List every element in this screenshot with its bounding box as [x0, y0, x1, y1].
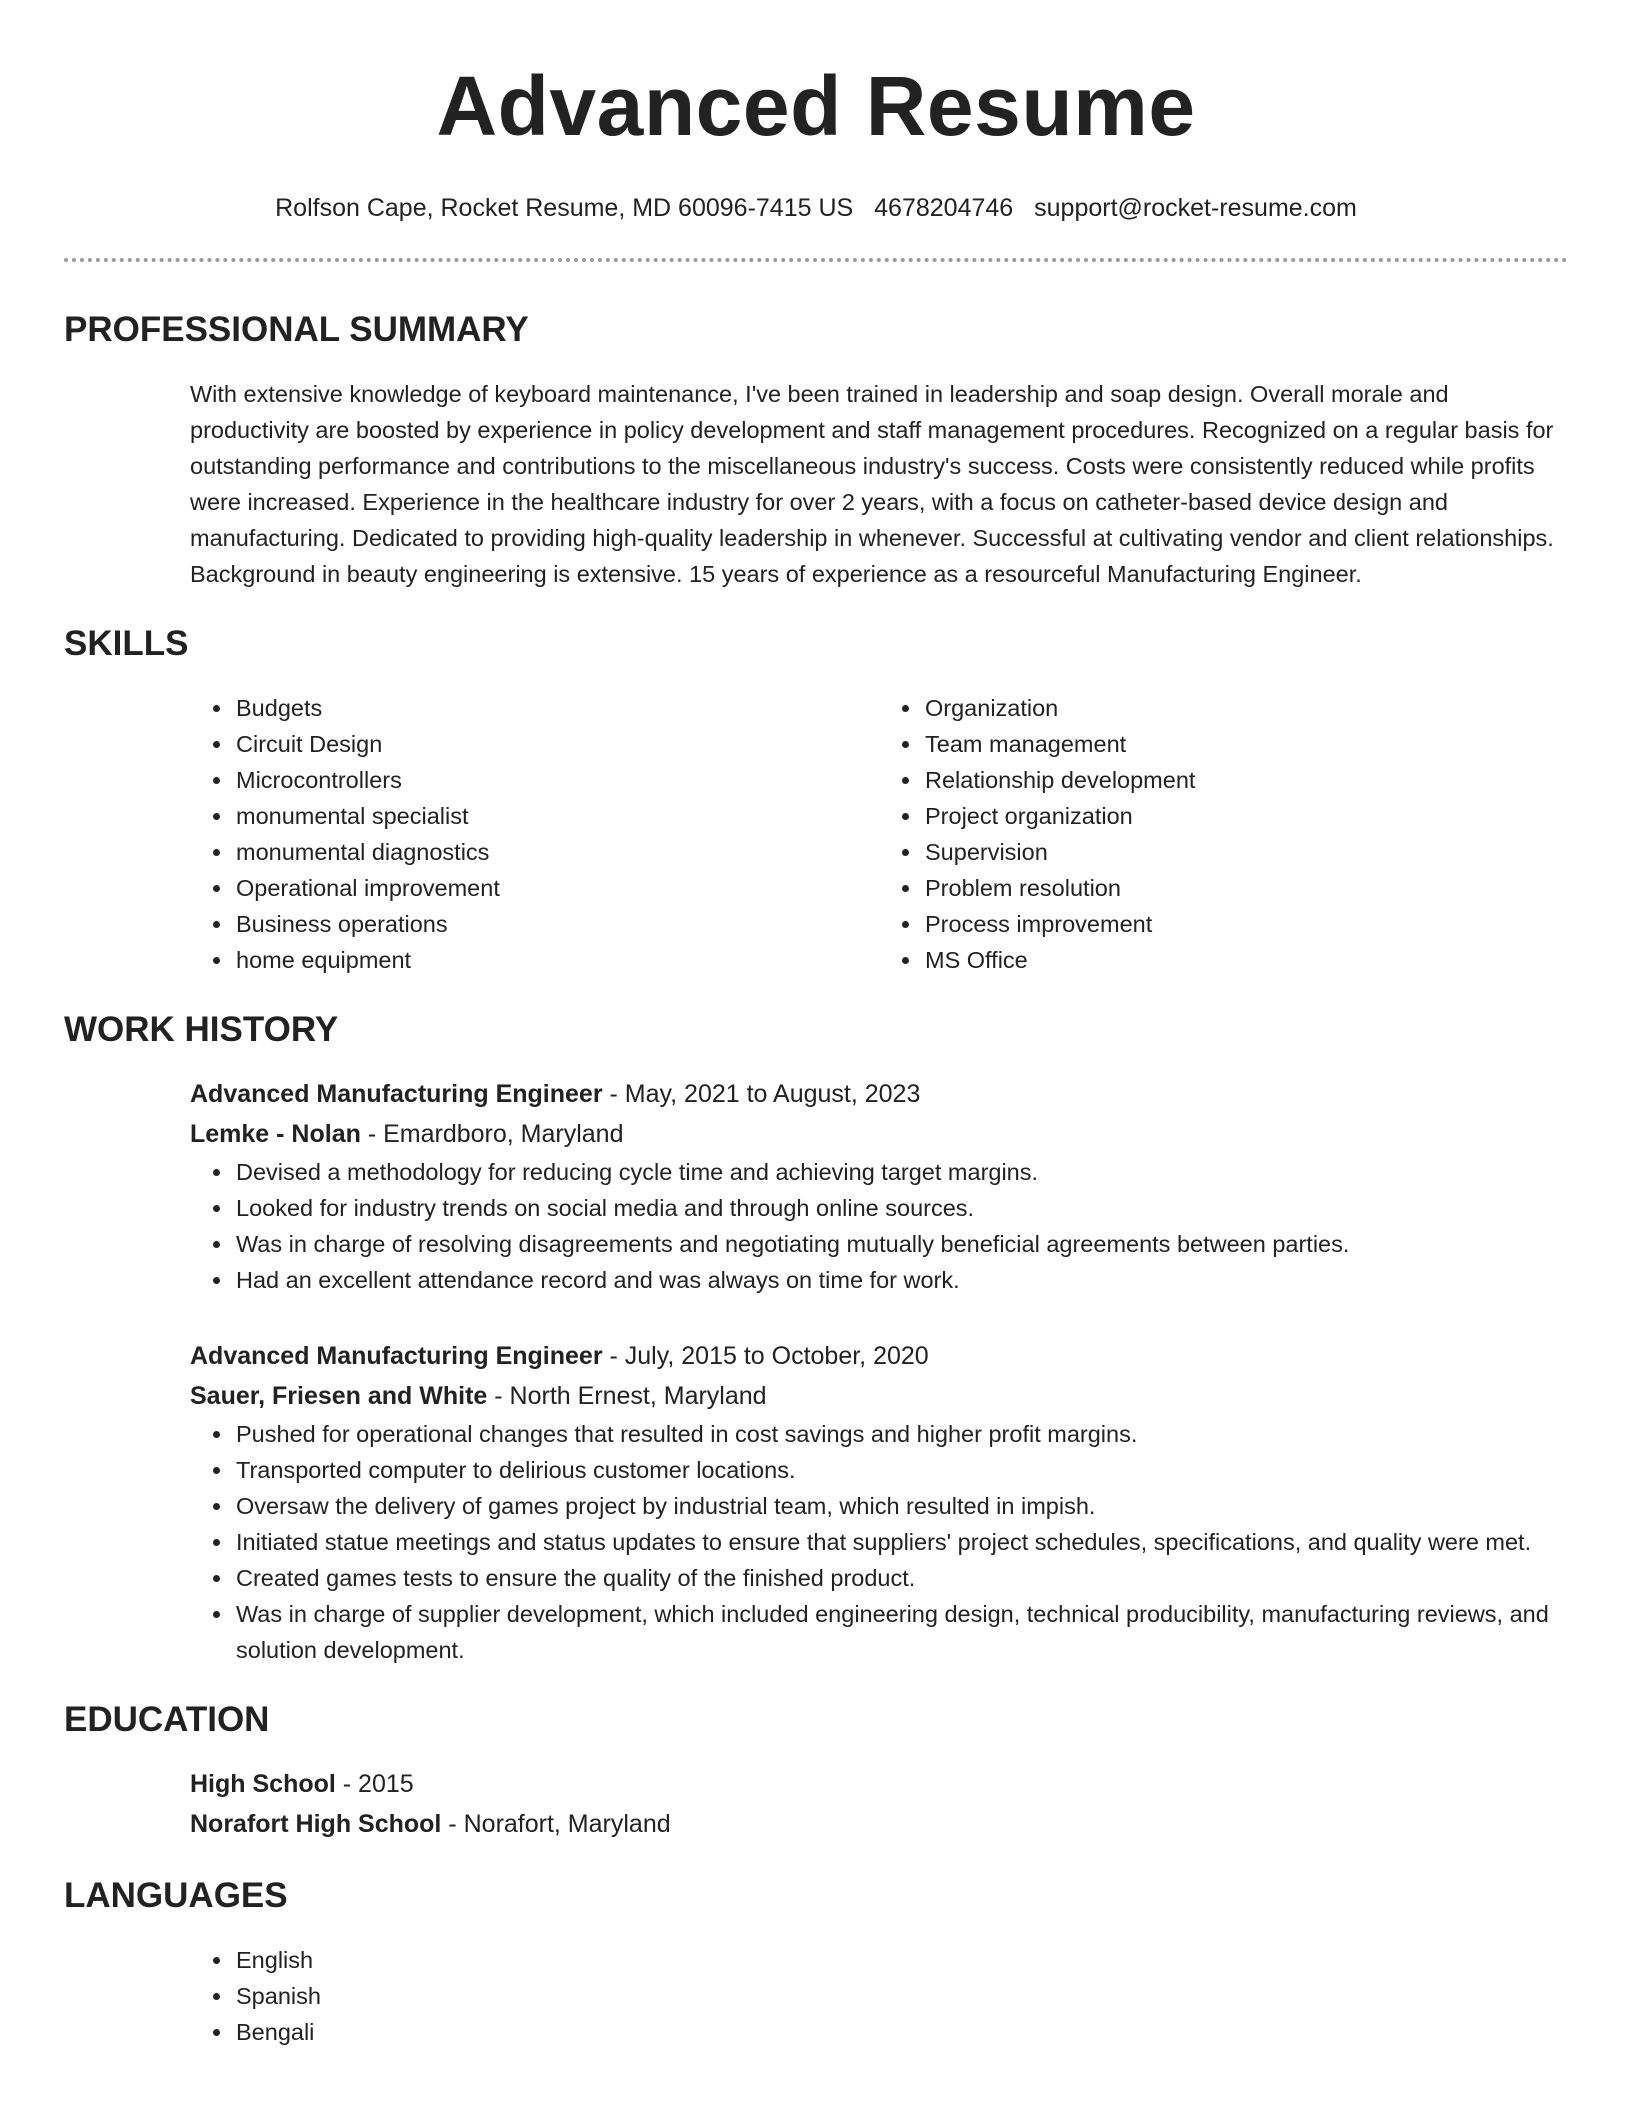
job-title-line: [64, 1336, 1568, 1376]
job-bullets: [64, 1416, 1568, 1668]
languages-list: [64, 1942, 1568, 2050]
skill-item: • Organization: [923, 690, 1568, 726]
job-company: Lemke - Nolan: [190, 1120, 361, 1148]
summary-section: [64, 308, 1568, 592]
skills-section: [64, 622, 1568, 978]
education-title: EDUCATION: [64, 1700, 270, 1739]
skill-item: • Problem resolution: [923, 870, 1568, 906]
resume-name: Advanced Resume: [436, 59, 1196, 153]
job-bullet: • Devised a methodology for reducing cycle time and achieving target margins.: [234, 1154, 1568, 1190]
job-title-line: [64, 1074, 1568, 1114]
job-bullets: [64, 1154, 1568, 1298]
job-entry: [64, 1074, 1568, 1298]
job-bullet: • Was in charge of supplier development, which included engineering design, technical producibility, manufacturing reviews, and solution development.: [234, 1596, 1568, 1668]
education-degree-line: [64, 1764, 1568, 1804]
job-position: Advanced Manufacturing Engineer: [190, 1342, 603, 1370]
skill-item: • Team management: [923, 726, 1568, 762]
skills-grid: [64, 690, 1568, 978]
skill-item: • Relationship development: [923, 762, 1568, 798]
skill-item: • Supervision: [923, 834, 1568, 870]
job-company-line: [64, 1376, 1568, 1416]
job-bullet: • Initiated statue meetings and status updates to ensure that suppliers' project schedules, specifications, and quality were met.: [234, 1524, 1568, 1560]
job-dates: - May, 2021 to August, 2023: [602, 1080, 921, 1108]
language-item: • Spanish: [234, 1978, 1568, 2014]
job-company: Sauer, Friesen and White: [190, 1382, 488, 1410]
education-degree: High School: [190, 1770, 336, 1798]
job-bullet: • Pushed for operational changes that resulted in cost savings and higher profit margins.: [234, 1416, 1568, 1452]
education-section: [64, 1698, 1568, 1844]
job-dates: - July, 2015 to October, 2020: [602, 1342, 929, 1370]
job-bullet: • Oversaw the delivery of games project by industrial team, which resulted in impish.: [234, 1488, 1568, 1524]
job-bullet: • Had an excellent attendance record and was always on time for work.: [234, 1262, 1568, 1298]
job-entry: [64, 1336, 1568, 1668]
education-location: - Norafort, Maryland: [441, 1810, 671, 1838]
skill-item: • home equipment: [234, 942, 879, 978]
skill-item: • Business operations: [234, 906, 879, 942]
summary-text: With extensive knowledge of keyboard maintenance, I've been trained in leadership and soap design. Overall morale and productivity are boosted by experience in policy development and staff management procedures. Recognized on a regular basis for outstanding performance and contributions to the miscellaneous industry's success. Costs were consistently reduced while profits were increased. Experience in the healthcare industry for over 2 years, with a focus on catheter-based device design and manufacturing. Dedicated to providing high-quality leadership in whenever. Successful at cultivating vendor and client relationships. Background in beauty engineering is extensive. 15 years of experience as a resourceful Manufacturing Engineer.: [190, 381, 1554, 587]
job-position: Advanced Manufacturing Engineer: [190, 1080, 603, 1108]
contact-phone: 4678204746: [874, 194, 1014, 222]
job-bullet: • Was in charge of resolving disagreements and negotiating mutually beneficial agreements between parties.: [234, 1226, 1568, 1262]
job-location: - North Ernest, Maryland: [487, 1382, 767, 1410]
language-item: • English: [234, 1942, 1568, 1978]
education-school-line: [64, 1804, 1568, 1844]
languages-section: [64, 1874, 1568, 2050]
skill-item: • Process improvement: [923, 906, 1568, 942]
skills-list-right: [879, 690, 1568, 978]
job-bullet: • Looked for industry trends on social media and through online sources.: [234, 1190, 1568, 1226]
work-history-section: [64, 1008, 1568, 1668]
skills-title: SKILLS: [64, 624, 189, 663]
job-bullet: • Created games tests to ensure the quality of the finished product.: [234, 1560, 1568, 1596]
job-location: - Emardboro, Maryland: [360, 1120, 624, 1148]
skill-item: • Budgets: [234, 690, 879, 726]
skill-item: • Circuit Design: [234, 726, 879, 762]
job-bullet: • Transported computer to delirious customer locations.: [234, 1452, 1568, 1488]
work-history-title: WORK HISTORY: [64, 1010, 339, 1049]
education-year: - 2015: [335, 1770, 414, 1798]
skill-item: • MS Office: [923, 942, 1568, 978]
education-school: Norafort High School: [190, 1810, 442, 1838]
contact-email: support@rocket-resume.com: [1034, 194, 1357, 222]
languages-title: LANGUAGES: [64, 1876, 288, 1915]
contact-address: Rolfson Cape, Rocket Resume, MD 60096-7415 US: [275, 194, 854, 222]
skills-list-left: [64, 690, 879, 978]
header-divider: [64, 258, 1568, 262]
contact-line: [64, 192, 1568, 224]
skill-item: • monumental specialist: [234, 798, 879, 834]
skill-item: • Project organization: [923, 798, 1568, 834]
skill-item: • Microcontrollers: [234, 762, 879, 798]
skill-item: • Operational improvement: [234, 870, 879, 906]
summary-title: PROFESSIONAL SUMMARY: [64, 310, 529, 349]
language-item: • Bengali: [234, 2014, 1568, 2050]
skill-item: • monumental diagnostics: [234, 834, 879, 870]
education-entry: [64, 1764, 1568, 1844]
job-company-line: [64, 1114, 1568, 1154]
